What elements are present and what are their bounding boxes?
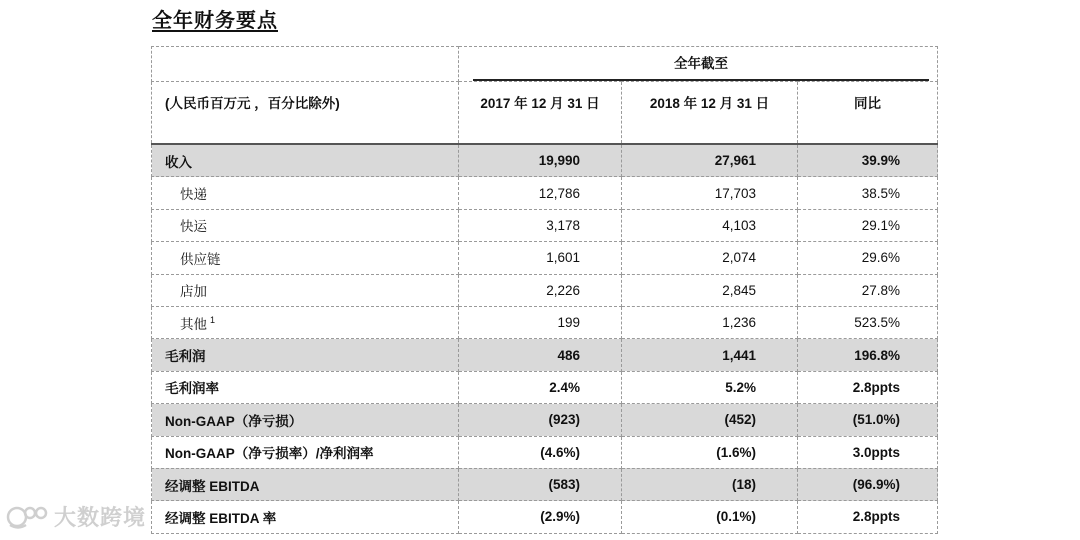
row-label: 快递 xyxy=(152,177,459,209)
page-title: 全年财务要点 xyxy=(152,10,278,32)
value-yoy: 3.0ppts xyxy=(798,436,938,468)
value-2017: 12,786 xyxy=(459,177,622,209)
table-row xyxy=(152,274,938,306)
value-2018: 2,074 xyxy=(622,242,798,274)
table-row xyxy=(152,468,938,500)
value-yoy: 29.1% xyxy=(798,209,938,241)
value-2018: 1,236 xyxy=(622,306,798,338)
row-label: 店加 xyxy=(152,274,459,306)
value-2017: 199 xyxy=(459,306,622,338)
value-2018: 27,961 xyxy=(622,144,798,177)
header-row-columns xyxy=(152,82,938,145)
column-header-2018: 2018 年 12 月 31 日 xyxy=(622,82,798,145)
row-label: 收入 xyxy=(152,144,459,177)
value-2017: (2.9%) xyxy=(459,501,622,533)
table-row xyxy=(152,177,938,209)
row-label: 快运 xyxy=(152,209,459,241)
value-2018: 1,441 xyxy=(622,339,798,371)
row-label: 供应链 xyxy=(152,242,459,274)
table-row xyxy=(152,209,938,241)
value-yoy: 38.5% xyxy=(798,177,938,209)
column-header-yoy: 同比 xyxy=(798,82,938,145)
table-row xyxy=(152,371,938,403)
value-2018: (18) xyxy=(622,468,798,500)
table-row xyxy=(152,404,938,436)
table-row xyxy=(152,144,938,177)
value-2017: 2,226 xyxy=(459,274,622,306)
watermark-text: 大数跨境 xyxy=(54,505,147,530)
row-label-cell xyxy=(152,306,459,338)
value-2017: 486 xyxy=(459,339,622,371)
value-2018: 17,703 xyxy=(622,177,798,209)
value-yoy: 39.9% xyxy=(798,144,938,177)
footnote-marker: 1 xyxy=(210,315,216,326)
row-label: Non-GAAP（净亏损率）/净利润率 xyxy=(152,436,459,468)
value-yoy: (96.9%) xyxy=(798,468,938,500)
value-yoy: 27.8% xyxy=(798,274,938,306)
value-yoy: 523.5% xyxy=(798,306,938,338)
value-2018: 5.2% xyxy=(622,371,798,403)
value-yoy: 2.8ppts xyxy=(798,501,938,533)
value-2018: (452) xyxy=(622,404,798,436)
value-yoy: (51.0%) xyxy=(798,404,938,436)
row-label: 毛利润率 xyxy=(152,371,459,403)
value-yoy: 2.8ppts xyxy=(798,371,938,403)
brand-logo-icon xyxy=(6,503,50,531)
header-row-top xyxy=(152,47,938,82)
row-label: 毛利润 xyxy=(152,339,459,371)
watermark xyxy=(6,501,146,532)
value-2018: 2,845 xyxy=(622,274,798,306)
header-blank-cell xyxy=(152,47,459,82)
value-2017: 1,601 xyxy=(459,242,622,274)
value-2017: (4.6%) xyxy=(459,436,622,468)
financial-highlights-table xyxy=(151,46,938,534)
unit-label: (人民币百万元 ，百分比除外) xyxy=(152,82,459,145)
table-row xyxy=(152,339,938,371)
value-2017: (923) xyxy=(459,404,622,436)
value-2017: (583) xyxy=(459,468,622,500)
table-row xyxy=(152,501,938,533)
value-2018: (0.1%) xyxy=(622,501,798,533)
row-label: 经调整 EBITDA 率 xyxy=(152,501,459,533)
value-yoy: 29.6% xyxy=(798,242,938,274)
row-label: 其他 xyxy=(180,316,207,332)
value-2017: 2.4% xyxy=(459,371,622,403)
table-row xyxy=(152,242,938,274)
row-label: Non-GAAP（净亏损） xyxy=(152,404,459,436)
row-label: 经调整 EBITDA xyxy=(152,468,459,500)
period-span-header xyxy=(459,47,938,82)
value-2018: 4,103 xyxy=(622,209,798,241)
value-yoy: 196.8% xyxy=(798,339,938,371)
value-2017: 19,990 xyxy=(459,144,622,177)
period-span-label: 全年截至 xyxy=(473,52,929,81)
table-row xyxy=(152,436,938,468)
column-header-2017: 2017 年 12 月 31 日 xyxy=(459,82,622,145)
value-2017: 3,178 xyxy=(459,209,622,241)
table-row xyxy=(152,306,938,338)
value-2018: (1.6%) xyxy=(622,436,798,468)
